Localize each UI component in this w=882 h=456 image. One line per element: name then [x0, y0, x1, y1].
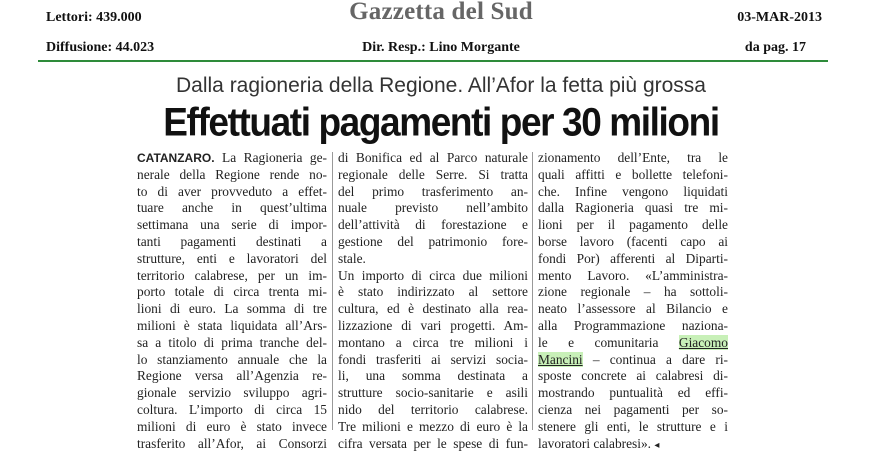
text-line: gestione del patrimonio fore- — [338, 233, 528, 249]
text-line: dell’attività di forestazione e — [338, 217, 528, 233]
text-line: le e comunitaria Giacomo — [538, 334, 728, 350]
page-reference: da pag. 17 — [744, 40, 806, 55]
text-line: to di aver provveduto a effet- — [137, 183, 327, 199]
text-line: nuale previsto nell’ambito — [338, 200, 528, 216]
text-line: trasferito all’Afor, ai Consorzi — [137, 435, 327, 451]
article-kicker: Dalla ragioneria della Regione. All’Afor la fetta più grossa — [176, 74, 706, 97]
text-line: cifra versata per le spese di fun- — [338, 435, 528, 451]
text-line: lavoratori calabresi». ◂ — [538, 435, 660, 451]
publication-date: 03-MAR-2013 — [737, 10, 822, 25]
text-line: tuare anche in quest’ultima — [137, 200, 327, 216]
text-line: dalla Ragioneria quasi tre mi- — [538, 200, 728, 216]
text-line: Regione versa all’Agenzia re- — [137, 368, 327, 384]
text-line: lioni per il pagamento delle — [538, 217, 728, 233]
text-line: fondi Por) afferenti al Diparti- — [538, 250, 728, 266]
text-line: Mancini – continua a dare ri- — [538, 351, 728, 367]
column-divider — [532, 152, 533, 430]
text-line: alla Programmazione naziona- — [538, 317, 728, 333]
text-line: stale. — [338, 250, 366, 266]
article-headline: Effettuati pagamenti per 30 milioni — [163, 100, 719, 145]
text-line: regionale delle Serre. Si tratta — [338, 166, 528, 182]
column-divider — [332, 152, 333, 430]
article-column-1 — [137, 150, 327, 451]
director-line: Dir. Resp.: Lino Morgante — [362, 40, 520, 55]
text-line: cienza nei pagamenti per so- — [538, 401, 728, 417]
text-line: territorio calabrese, per un im- — [137, 267, 327, 283]
text-line: mento Lavoro. «L’amministra- — [538, 267, 728, 283]
text-line: zionamento dell’Ente, tra le — [538, 150, 728, 165]
readers-count: Lettori: 439.000 — [46, 10, 142, 25]
text-line: che. Infine vengono liquidati — [538, 183, 728, 199]
text-line: strutture socio-sanitarie e asili — [338, 385, 528, 401]
text-line: sposte concrete ai calabresi di- — [538, 368, 728, 384]
text-line: montano a circa tre milioni i — [338, 334, 528, 350]
circulation-count: Diffusione: 44.023 — [46, 40, 155, 55]
text-line: gionale servizio sviluppo agri- — [137, 385, 327, 401]
text-line: CATANZARO. La Ragioneria ge- — [137, 150, 327, 165]
text-line: porto totale di circa trenta mi- — [137, 284, 327, 300]
text-line: quali affitti e bollette telefoni- — [538, 166, 728, 182]
end-mark-icon: ◂ — [654, 439, 660, 451]
article-column-3 — [538, 150, 728, 451]
article-column-2 — [338, 150, 528, 451]
text-line: lioni di euro. La somma di tre — [137, 301, 327, 317]
highlighted-name: Mancini — [538, 351, 583, 367]
text-line: mostrando puntualità ed effi- — [538, 385, 728, 401]
text-line: neato l’assessore al Bilancio e — [538, 301, 728, 317]
text-line: milioni è stata liquidata all’Ars- — [137, 317, 327, 333]
newspaper-masthead: Gazzetta del Sud — [349, 0, 533, 25]
text-line: nerale della Regione rende no- — [137, 166, 327, 182]
text-line: è stato indirizzato al settore — [338, 284, 528, 300]
text-line: stenere gli enti, le strutture e i — [538, 418, 728, 434]
text-line: cultura, ed è destinato alla rea- — [338, 301, 528, 317]
text-line: Un importo di circa due milioni — [338, 267, 528, 283]
text-line: settimana una serie di impor- — [137, 217, 327, 233]
text-line: borse lavoro (facenti capo ai — [538, 233, 728, 249]
text-line: di Bonifica ed al Parco naturale — [338, 150, 528, 165]
text-line: del primo trasferimento an- — [338, 183, 528, 199]
text-line: tanti pagamenti destinati a — [137, 233, 327, 249]
text-line: milioni di euro è stato invece — [137, 418, 327, 434]
text-line: strutture, enti e lavoratori del — [137, 250, 327, 266]
text-line: li, una somma destinata a — [338, 368, 528, 384]
text-line: coltura. L’importo di circa 15 — [137, 401, 327, 417]
text-line: fondi trasferiti ai servizi socia- — [338, 351, 528, 367]
highlighted-name: Giacomo — [678, 334, 728, 350]
text-line: sa a titolo di prima tranche del- — [137, 334, 327, 350]
header-divider — [38, 60, 828, 62]
dateline: CATANZARO. — [137, 151, 215, 165]
text-line: lizzazione di vari progetti. Am- — [338, 317, 528, 333]
text-line: Tre milioni e mezzo di euro è la — [338, 418, 528, 434]
text-line: nido del territorio calabrese. — [338, 401, 528, 417]
text-line: lo stanziamento annuale che la — [137, 351, 327, 367]
text-line: zione regionale – ha sottoli- — [538, 284, 728, 300]
